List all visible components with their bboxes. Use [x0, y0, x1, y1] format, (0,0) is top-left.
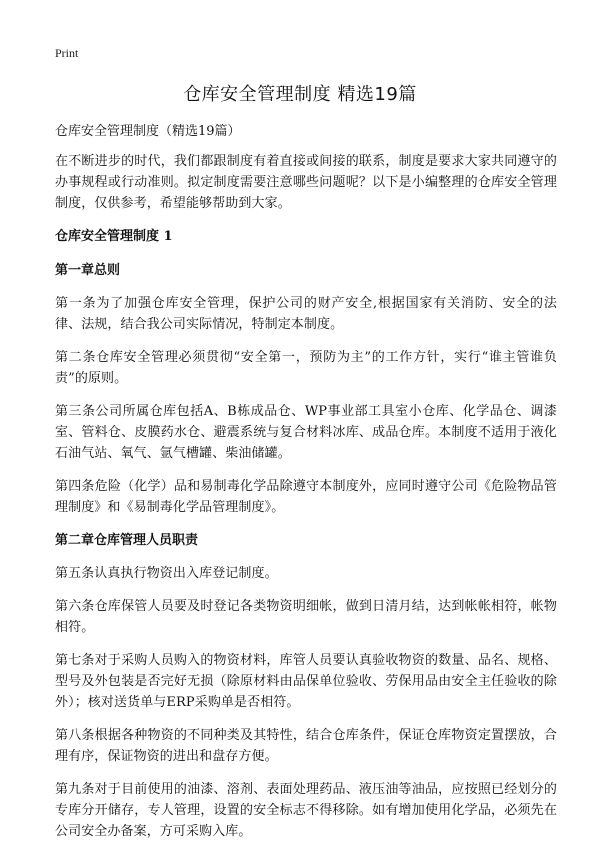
page-title: 仓库安全管理制度 精选19篇 — [183, 84, 417, 105]
subtitle: 仓库安全管理制度（精选19篇） — [55, 124, 241, 139]
print-label[interactable]: Print — [55, 46, 79, 60]
article-5: 第五条认真执行物资出入库登记制度。 — [55, 566, 278, 581]
intro-paragraph: 在不断进步的时代，我们都跟制度有着直接或间接的联系，制度是要求大家共同遵守的办事规程或行动准则。拟定制度需要注意哪些问题呢？以下是小编整理的仓库安全管理制度，仅供参考，希望能够帮助到大家。 — [55, 154, 557, 211]
article-2: 第二条仓库安全管理必须贯彻“安全第一，预防为主”的工作方针，实行“谁主管谁负责”的原则。 — [55, 350, 557, 386]
article-3: 第三条公司所属仓库包括A、B栋成品仓、WP事业部工具室小仓库、化学品仓、调漆室、管料仓、皮膜药水仓、避震系统与复合材料冰库、成品仓库。本制度不适用于液化石油气站、氧气、氩气槽罐、柴油储罐。 — [55, 404, 557, 461]
article-1: 第一条为了加强仓库安全管理，保护公司的财产安全,根据国家有关消防、安全的法律、法规，结合我公司实际情况，特制定本制度。 — [55, 296, 557, 332]
document-body — [55, 151, 557, 854]
article-8: 第八条根据各种物资的不同种类及其特性，结合仓库条件，保证仓库物资定置摆放，合理有序，保证物资的进出和盘存方便。 — [55, 728, 557, 764]
article-9: 第九条对于目前使用的油漆、溶剂、表面处理药品、液压油等油品，应按照已经划分的专库分开储存，专人管理，设置的安全标志不得移除。如有增加使用化学品，必须先在公司安全办备案，方可采购入库。 — [55, 782, 557, 839]
section-heading: 仓库安全管理制度 1 — [55, 229, 173, 244]
article-7: 第七条对于采购人员购入的物资材料，库管人员要认真验收物资的数量、品名、规格、型号及外包装是否完好无损（除原材料由品保单位验收、劳保用品由安全主任验收的除外）；核对送货单与ERP采购单是否相符。 — [55, 653, 557, 710]
article-4: 第四条危险（化学）品和易制毒化学品除遵守本制度外，应同时遵守公司《危险物品管理制度》和《易制毒化学品管理制度》。 — [55, 479, 557, 515]
article-6: 第六条仓库保管人员要及时登记各类物资明细帐，做到日清月结，达到帐帐相符，帐物相符。 — [55, 599, 557, 635]
chapter-1-heading: 第一章总则 — [55, 263, 121, 278]
chapter-2-heading: 第二章仓库管理人员职责 — [55, 533, 199, 548]
